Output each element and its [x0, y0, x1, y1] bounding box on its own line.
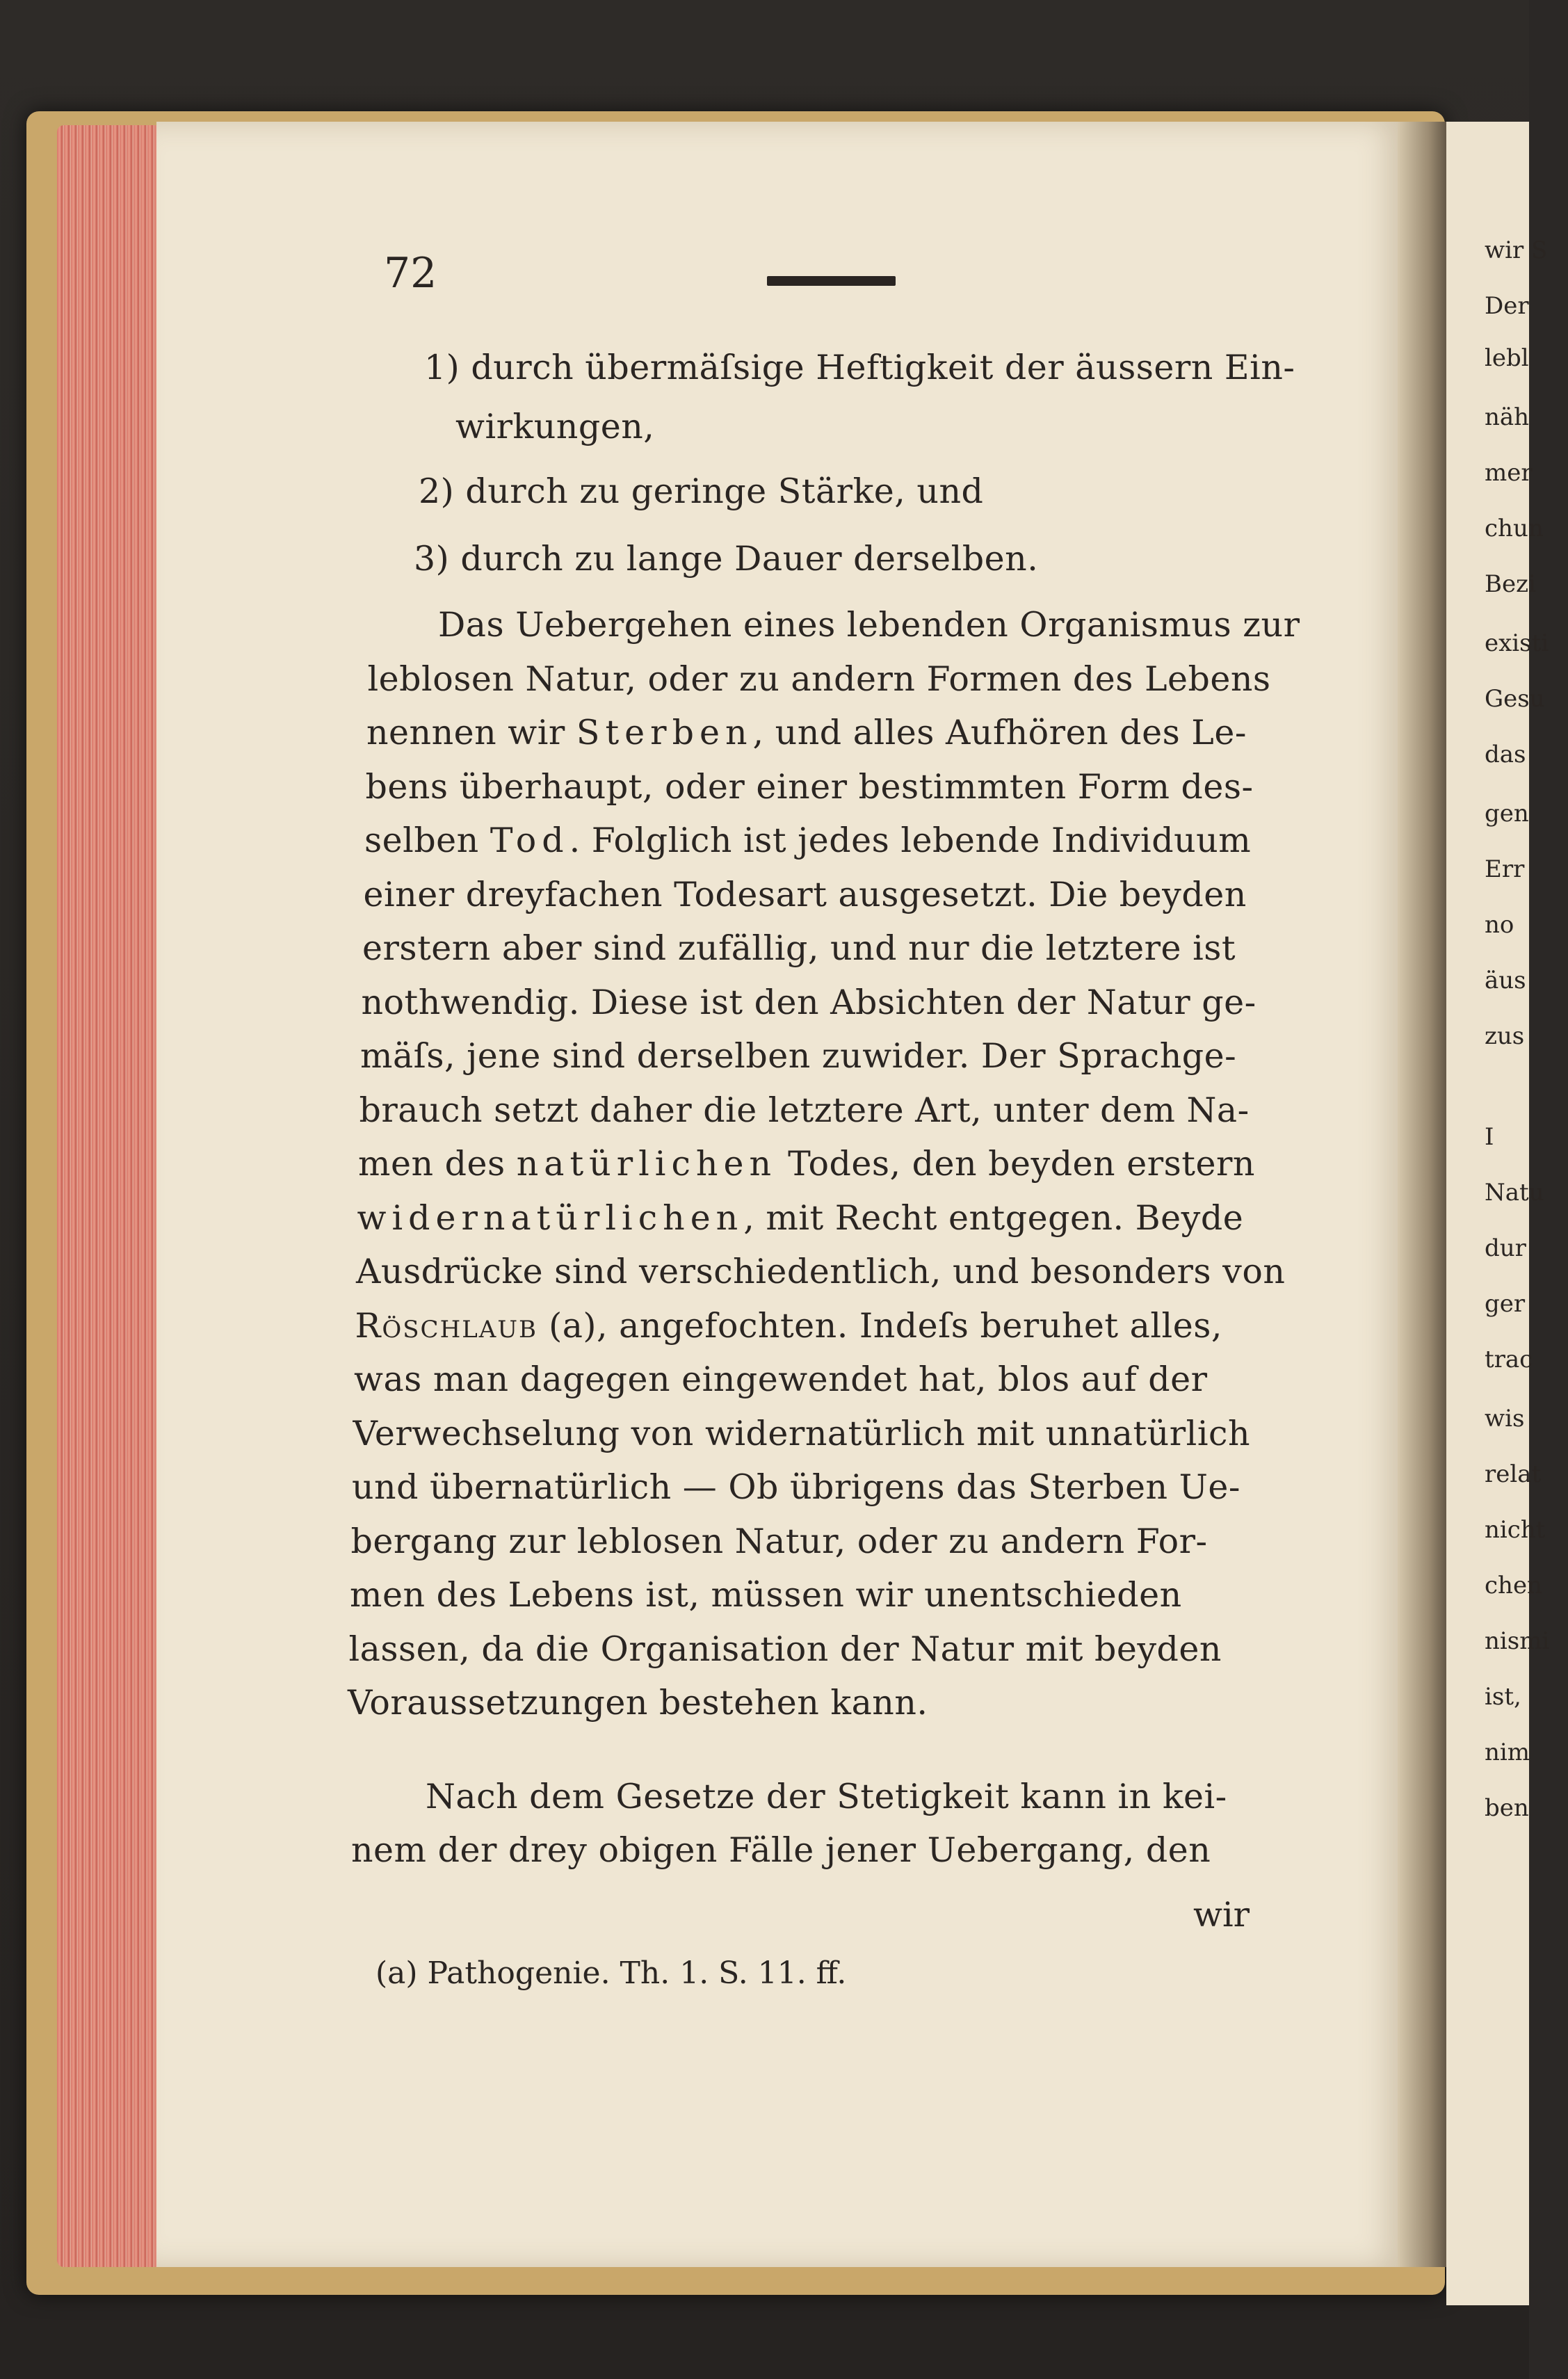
right-page-fragment: Err	[1485, 855, 1525, 883]
right-page-fragment: Natu	[1485, 1179, 1544, 1207]
right-page-fragment: I	[1485, 1123, 1494, 1151]
emphasized-term: Tod	[490, 821, 569, 860]
right-page-fragment: ist,	[1485, 1683, 1521, 1711]
right-page-fragment: chun	[1485, 515, 1544, 542]
list-item-1-cont: wirkungen,	[455, 407, 655, 446]
paragraph-1-line: Verwechselung von widernatürlich mit unnatürlich	[353, 1413, 1251, 1453]
right-page-fragment: das	[1485, 741, 1526, 768]
right-page-fragment: ger	[1485, 1290, 1526, 1318]
list-item-2: 2) durch zu geringe Stärke, und	[419, 471, 984, 511]
paragraph-1-line: erstern aber sind zufällig, und nur die letztere ist	[362, 928, 1236, 968]
right-page-fragment: existi	[1485, 629, 1549, 657]
right-page-fragment: Der	[1485, 292, 1529, 320]
right-page-fragment: Gesu	[1485, 685, 1545, 713]
paragraph-1-line: Röschlaub (a), angefochten. Indeſs beruhet alles,	[355, 1305, 1222, 1346]
footnote: (a) Pathogenie. Th. 1. S. 11. ff.	[375, 1955, 847, 1991]
paragraph-1-line: men des Lebens ist, müssen wir unentschieden	[350, 1575, 1182, 1615]
paragraph-1-line: bergang zur leblosen Natur, oder zu andern For-	[350, 1521, 1208, 1561]
paragraph-1-line: lassen, da die Organisation der Natur mit beyden	[348, 1629, 1222, 1669]
paragraph-1-line: was man dagegen eingewendet hat, blos auf der	[354, 1360, 1208, 1399]
right-page-fragment: wis	[1485, 1405, 1525, 1433]
right-page-fragment: dur	[1485, 1234, 1526, 1262]
paragraph-1-line: brauch setzt daher die letztere Art, unter dem Na-	[359, 1090, 1250, 1130]
paragraph-1-line: und übernatürlich — Ob übrigens das Sterben Ue-	[352, 1467, 1240, 1507]
paragraph-1-line: Das Uebergehen eines lebenden Organismus zur	[438, 605, 1300, 645]
right-page-fragment: nim	[1485, 1739, 1530, 1766]
right-page-fragment: gen	[1485, 800, 1529, 828]
catchword: wir	[1193, 1895, 1250, 1935]
header-rule	[767, 276, 896, 286]
paragraph-1-line: mäſs, jene sind derselben zuwider. Der Sprachge-	[360, 1036, 1237, 1076]
right-page-fragment: nismi	[1485, 1627, 1550, 1655]
paragraph-1-line: widernatürlichen, mit Recht entgegen. Beyde	[357, 1197, 1244, 1238]
list-item-1: 1) durch übermäſsige Heftigkeit der äussern Ein-	[424, 348, 1295, 387]
emphasized-term: widernatürlichen	[357, 1197, 744, 1238]
paragraph-1-line: Voraussetzungen bestehen kann.	[348, 1683, 928, 1723]
right-page-fragment: wir S	[1485, 236, 1548, 264]
right-page-fragment: no	[1485, 911, 1514, 939]
paragraph-1-line: selben Tod. Folglich ist jedes lebende Individuum	[364, 821, 1252, 860]
right-page-fragment: lebl	[1485, 344, 1529, 372]
right-page-fragment: zus	[1485, 1022, 1525, 1050]
right-page-fragment: ben	[1485, 1794, 1529, 1822]
emphasized-term: Röschlaub	[355, 1305, 538, 1346]
emphasized-term: natürlichen	[516, 1144, 777, 1184]
right-page-fragment: mer	[1485, 459, 1533, 487]
right-page-fragment: chen	[1485, 1572, 1542, 1599]
right-page-fragment: näh	[1485, 403, 1530, 431]
paragraph-2-line: Nach dem Gesetze der Stetigkeit kann in kei-	[426, 1777, 1227, 1816]
right-page-fragment: nicht	[1485, 1516, 1546, 1544]
right-page-fragment: trac	[1485, 1346, 1533, 1373]
emphasized-term: Sterben	[576, 713, 753, 752]
right-page-fragment: Bezi	[1485, 570, 1536, 598]
paragraph-1-line: nothwendig. Diese ist den Absichten der Natur ge-	[361, 982, 1256, 1022]
right-page-fragment: relat	[1485, 1460, 1542, 1488]
paragraph-1-line: leblosen Natur, oder zu andern Formen des Lebens	[367, 659, 1271, 699]
paragraph-1-line: einer dreyfachen Todesart ausgesetzt. Die beyden	[363, 874, 1247, 914]
paragraph-1-line: Ausdrücke sind verschiedentlich, und besonders von	[356, 1252, 1286, 1291]
paragraph-2-line: nem der drey obigen Fälle jener Uebergang, den	[351, 1830, 1211, 1870]
paragraph-1-line: bens überhaupt, oder einer bestimmten Form des-	[365, 766, 1254, 807]
paragraph-1-line: nennen wir Sterben, und alles Aufhören des Le-	[366, 713, 1247, 752]
right-page-fragment: äus	[1485, 967, 1526, 994]
paragraph-1-line: men des natürlichen Todes, den beyden erstern	[358, 1144, 1255, 1184]
page-number: 72	[384, 249, 437, 298]
list-item-3: 3) durch zu lange Dauer derselben.	[414, 539, 1039, 579]
